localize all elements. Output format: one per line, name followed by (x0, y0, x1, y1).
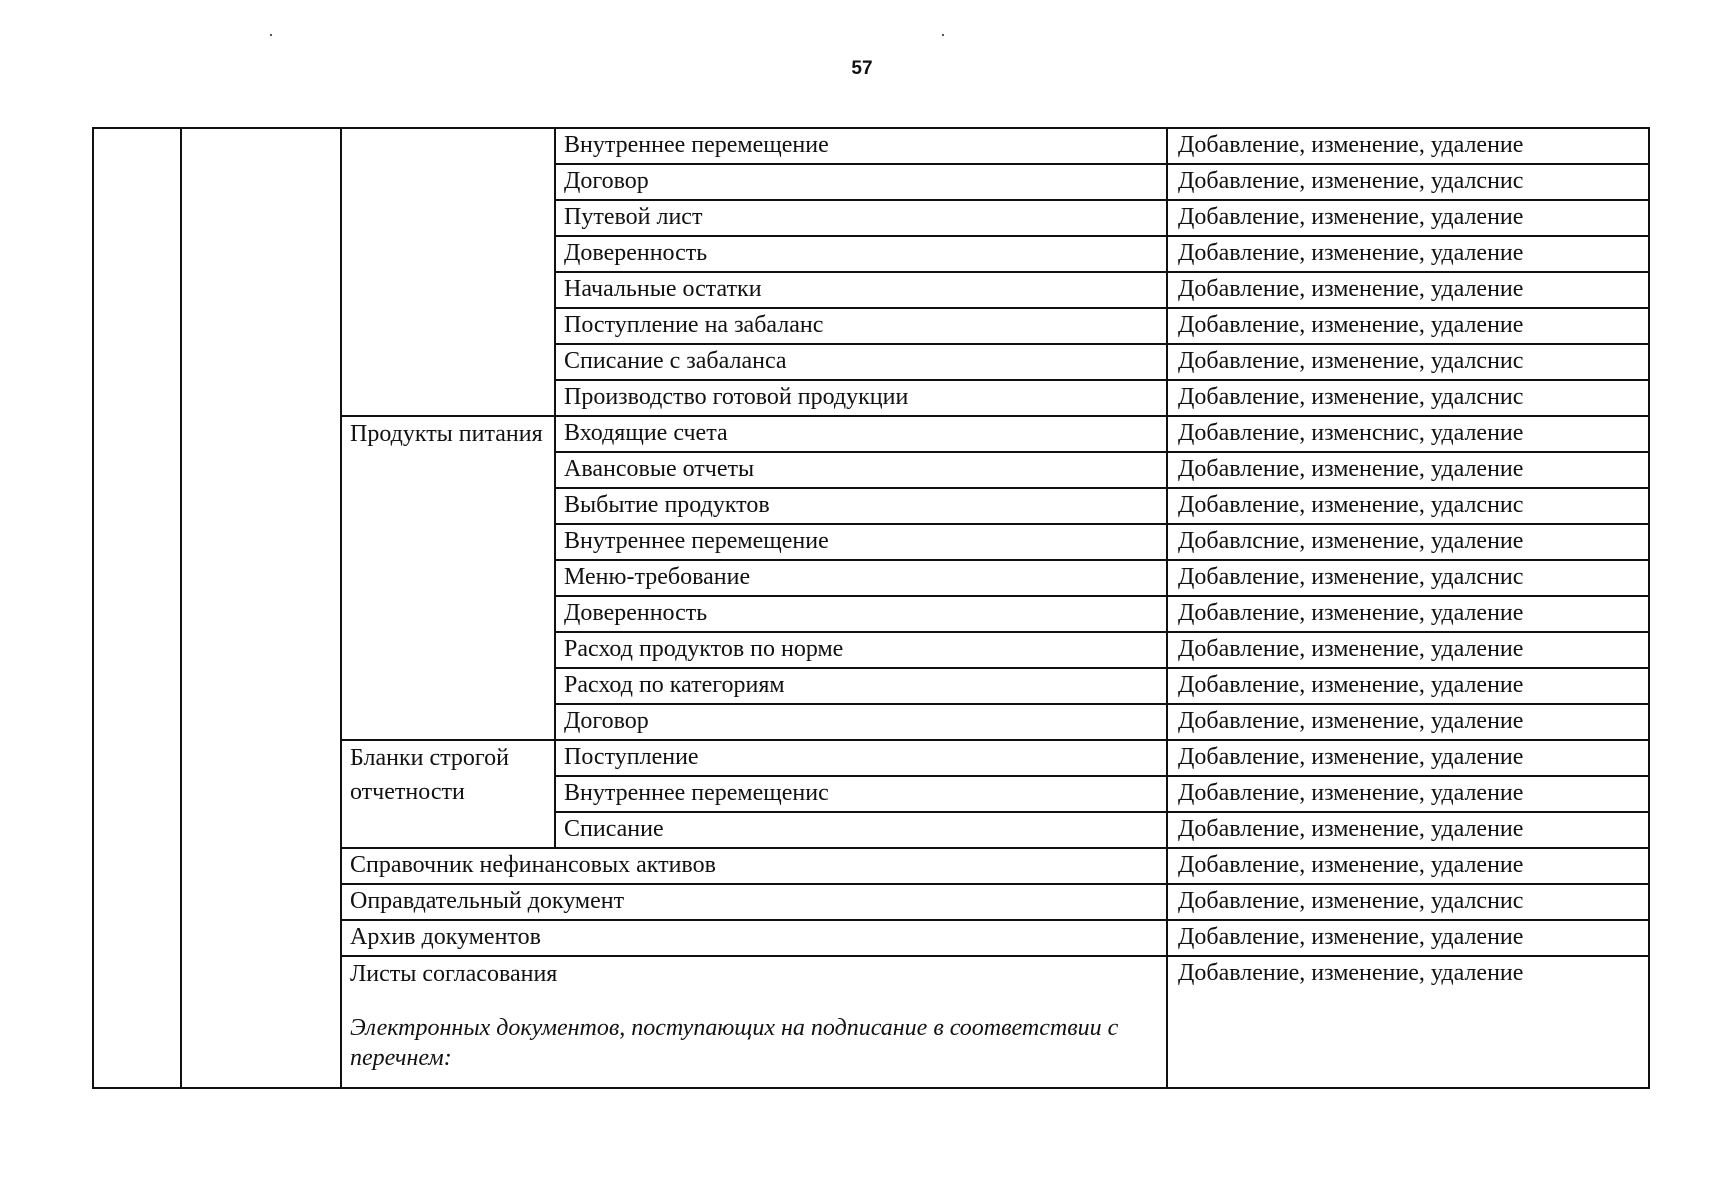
allowed-actions: Добавление, изменение, удаление (1167, 272, 1649, 308)
document-name: Доверенность (555, 236, 1167, 272)
allowed-actions: Добавление, изменение, удаление (1167, 740, 1649, 776)
document-name: Выбытие продуктов (555, 488, 1167, 524)
document-name: Меню-требование (555, 560, 1167, 596)
document-name: Поступление (555, 740, 1167, 776)
allowed-actions: Добавление, изменение, удаление (1167, 920, 1649, 956)
table-row (93, 128, 1649, 164)
allowed-actions: Добавление, изменение, удаление (1167, 812, 1649, 848)
empty-column-1 (93, 128, 181, 1088)
document-name: Путевой лист (555, 200, 1167, 236)
document-name: Авансовые отчеты (555, 452, 1167, 488)
document-name: Расход продуктов по норме (555, 632, 1167, 668)
allowed-actions: Добавление, изменение, удаление (1167, 308, 1649, 344)
directory-name: Справочник нефинансовых активов (341, 848, 1167, 884)
directory-name: Оправдательный документ (341, 884, 1167, 920)
document-name: Входящие счета (555, 416, 1167, 452)
document-name: Поступление на забаланс (555, 308, 1167, 344)
document-name: Списание с забаланса (555, 344, 1167, 380)
allowed-actions: Добавление, изменснис, удаление (1167, 416, 1649, 452)
allowed-actions: Добавление, изменение, удаление (1167, 236, 1649, 272)
directory-name: Архив документов (341, 920, 1167, 956)
document-table (92, 127, 1650, 1089)
scan-speck (270, 34, 272, 36)
category-strict-forms: Бланки строгой отчетности (341, 740, 555, 848)
category-food: Продукты питания (341, 416, 555, 740)
allowed-actions: Добавление, изменение, удалснис (1167, 380, 1649, 416)
document-name: Производство готовой продукции (555, 380, 1167, 416)
document-name: Внутреннее перемещенис (555, 776, 1167, 812)
document-name: Договор (555, 164, 1167, 200)
allowed-actions: Добавление, изменение, удалснис (1167, 164, 1649, 200)
allowed-actions: Добавление, изменение, удаление (1167, 632, 1649, 668)
allowed-actions: Добавлсние, изменение, удаление (1167, 524, 1649, 560)
approval-sheets-title: Листы согласования (350, 961, 558, 987)
allowed-actions: Добавление, изменение, удаление (1167, 704, 1649, 740)
document-name: Внутреннее перемещение (555, 128, 1167, 164)
approval-sheets-cell (341, 956, 1167, 1088)
approval-sheets-note: Электронных документов, поступающих на подписание в соответствии с перечнем: (350, 1015, 1119, 1071)
page-number: 57 (851, 58, 873, 79)
allowed-actions: Добавление, изменение, удаление (1167, 200, 1649, 236)
allowed-actions: Добавление, изменение, удалснис (1167, 884, 1649, 920)
document-name: Договор (555, 704, 1167, 740)
allowed-actions: Добавление, изменение, удаление (1167, 668, 1649, 704)
allowed-actions: Добавление, изменение, удаление (1167, 848, 1649, 884)
allowed-actions: Добавление, изменение, удалснис (1167, 488, 1649, 524)
group-cell-continued (341, 128, 555, 416)
allowed-actions: Добавление, изменение, удаление (1167, 128, 1649, 164)
allowed-actions: Добавление, изменение, удаление (1167, 776, 1649, 812)
allowed-actions: Добавление, изменение, удаление (1167, 956, 1649, 1088)
document-name: Списание (555, 812, 1167, 848)
document-name: Внутреннее перемещение (555, 524, 1167, 560)
allowed-actions: Добавление, изменение, удалснис (1167, 344, 1649, 380)
empty-column-2 (181, 128, 341, 1088)
document-name: Доверенность (555, 596, 1167, 632)
allowed-actions: Добавление, изменение, удаление (1167, 596, 1649, 632)
document-name: Начальные остатки (555, 272, 1167, 308)
document-name: Расход по категориям (555, 668, 1167, 704)
scan-speck (942, 34, 944, 36)
allowed-actions: Добавление, изменение, удаление (1167, 452, 1649, 488)
allowed-actions: Добавление, изменение, удалснис (1167, 560, 1649, 596)
